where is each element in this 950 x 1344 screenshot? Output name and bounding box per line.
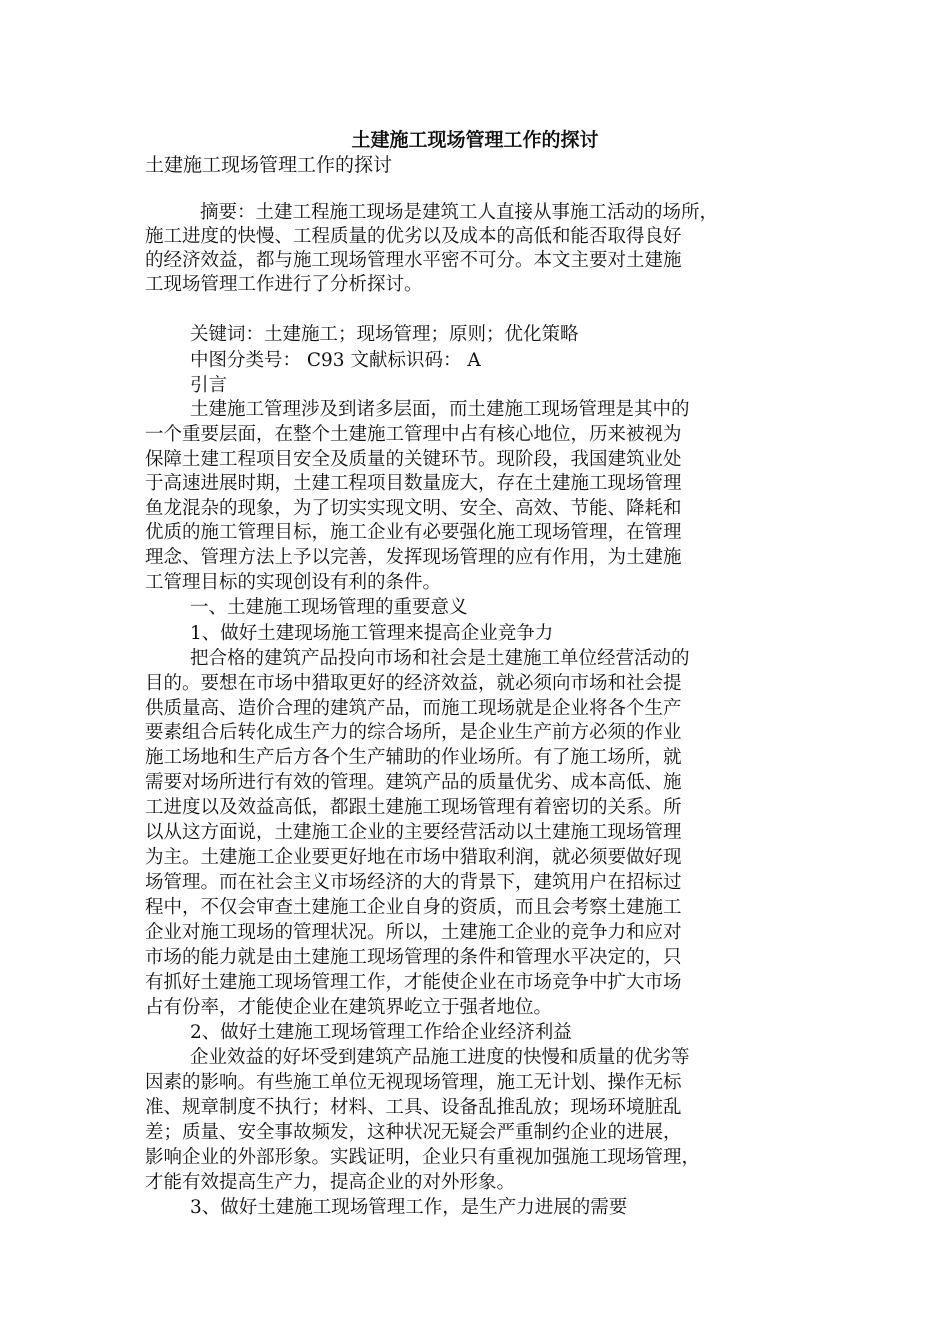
section-heading: 一、土建施工现场管理的重要意义 — [190, 597, 468, 618]
paragraph-line: 占有份率，才能使企业在建筑界屹立于强者地位。 — [145, 997, 553, 1018]
paragraph-line: 目的。要想在市场中猎取更好的经济效益，就必须向市场和社会提 — [145, 673, 682, 694]
intro-line: 鱼龙混杂的现象，为了切实实现文明、安全、高效、节能、降耗和 — [145, 498, 682, 519]
abstract-line: 的经济效益，都与施工现场管理水平密不可分。本文主要对土建施 — [145, 250, 682, 271]
paragraph-line: 企业对施工现场的管理状况。所以，土建施工企业的竞争力和应对 — [145, 922, 682, 943]
paragraph-line: 供质量高、造价合理的建筑产品，而施工现场就是企业将各个生产 — [145, 698, 682, 719]
abstract-line: 工现场管理工作进行了分析探讨。 — [145, 274, 423, 295]
intro-heading: 引言 — [190, 375, 228, 396]
paragraph-line: 企业效益的好坏受到建筑产品施工进度的快慢和质量的优劣等 — [190, 1047, 690, 1068]
abstract-line: 摘要：土建工程施工现场是建筑工人直接从事施工活动的场所， — [200, 202, 719, 223]
paragraph-line: 为主。土建施工企业要更好地在市场中猎取利润，就必须要做好现 — [145, 847, 682, 868]
paragraph-line: 要素组合后转化成生产力的综合场所，是企业生产前方必须的作业 — [145, 722, 682, 743]
intro-line: 工管理目标的实现创设有利的条件。 — [145, 572, 442, 593]
paragraph-line: 影响企业的外部形象。实践证明，企业只有重视加强施工现场管理， — [145, 1147, 701, 1168]
paragraph-line: 把合格的建筑产品投向市场和社会是土建施工单位经营活动的 — [190, 648, 690, 669]
subsection-heading: 2、做好土建施工现场管理工作给企业经济利益 — [190, 1022, 572, 1043]
intro-line: 一个重要层面，在整个土建施工管理中占有核心地位，历来被视为 — [145, 424, 682, 445]
classification: 中图分类号： C93 文献标识码： A — [190, 350, 481, 371]
intro-line: 优质的施工管理目标，施工企业有必要强化施工现场管理，在管理 — [145, 522, 682, 543]
intro-line: 理念、管理方法上予以完善，发挥现场管理的应有作用，为土建施 — [145, 547, 682, 568]
paragraph-line: 有抓好土建施工现场管理工作，才能使企业在市场竞争中扩大市场 — [145, 972, 682, 993]
paragraph-line: 程中，不仅会审查土建施工企业自身的资质，而且会考察土建施工 — [145, 897, 682, 918]
intro-line: 土建施工管理涉及到诸多层面，而土建施工现场管理是其中的 — [190, 399, 690, 420]
paragraph-line: 差；质量、安全事故频发，这种状况无疑会严重制约企业的进展， — [145, 1122, 682, 1143]
document-subtitle: 土建施工现场管理工作的探讨 — [145, 154, 393, 176]
subsection-heading: 3、做好土建施工现场管理工作，是生产力进展的需要 — [190, 1197, 628, 1218]
paragraph-line: 施工场地和生产后方各个生产辅助的作业场所。有了施工场所，就 — [145, 747, 682, 768]
paragraph-line: 准、规章制度不执行；材料、工具、设备乱推乱放；现场环境脏乱 — [145, 1097, 682, 1118]
paragraph-line: 以从这方面说，土建施工企业的主要经营活动以土建施工现场管理 — [145, 822, 682, 843]
paragraph-line: 市场的能力就是由土建施工现场管理的条件和管理水平决定的，只 — [145, 947, 682, 968]
subsection-heading: 1、做好土建现场施工管理来提高企业竞争力 — [190, 623, 554, 644]
abstract-line: 施工进度的快慢、工程质量的优劣以及成本的高低和能否取得良好 — [145, 226, 682, 247]
intro-line: 于高速进展时期，土建工程项目数量庞大，存在土建施工现场管理 — [145, 473, 682, 494]
document-title: 土建施工现场管理工作的探讨 — [351, 129, 599, 151]
paragraph-line: 场管理。而在社会主义市场经济的大的背景下，建筑用户在招标过 — [145, 872, 682, 893]
paragraph-line: 才能有效提高生产力，提高企业的对外形象。 — [145, 1172, 516, 1193]
keywords: 关键词：土建施工；现场管理；原则；优化策略 — [190, 324, 579, 345]
paragraph-line: 因素的影响。有些施工单位无视现场管理，施工无计划、操作无标 — [145, 1072, 682, 1093]
paragraph-line: 工进度以及效益高低，都跟土建施工现场管理有着密切的关系。所 — [145, 797, 682, 818]
intro-line: 保障土建工程项目安全及质量的关键环节。现阶段，我国建筑业处 — [145, 449, 682, 470]
paragraph-line: 需要对场所进行有效的管理。建筑产品的质量优劣、成本高低、施 — [145, 772, 682, 793]
